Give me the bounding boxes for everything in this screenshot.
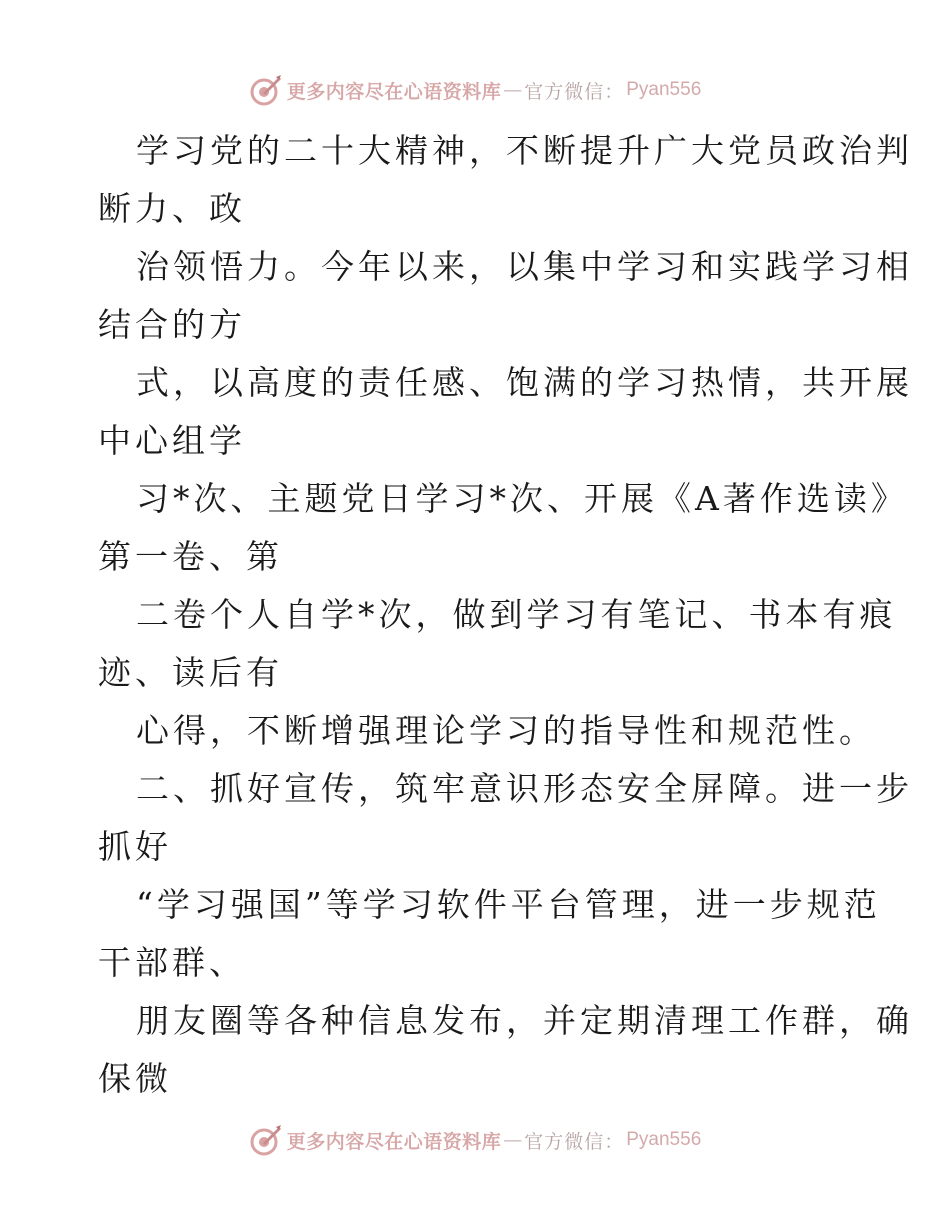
text-line: 迹、读后有 xyxy=(98,653,283,692)
watermark-account: Pyan556 xyxy=(626,1129,702,1150)
text-line: 习*次、主题党日学习*次、开展《A著作选读》 xyxy=(136,479,908,518)
text-line: 保微 xyxy=(98,1059,172,1098)
text-line: 干部群、 xyxy=(98,943,246,982)
watermark-subtext: 官方微信： xyxy=(524,80,625,103)
text-line: 心得，不断增强理论学习的指导性和规范性。 xyxy=(136,711,876,750)
text-line: 治领悟力。今年以来，以集中学习和实践学习相 xyxy=(136,247,913,286)
pen-logo-icon xyxy=(249,73,283,107)
text-line: 式，以高度的责任感、饱满的学习热情，共开展 xyxy=(136,363,913,402)
watermark-text: 更多内容尽在心语资料库 xyxy=(286,80,502,103)
text-line: 抓好 xyxy=(98,827,172,866)
header-watermark xyxy=(0,70,950,110)
watermark-account: Pyan556 xyxy=(626,79,702,100)
text-line: 二、抓好宣传，筑牢意识形态安全屏障。进一步 xyxy=(136,769,913,808)
body-text xyxy=(98,122,913,1108)
pen-logo-icon xyxy=(249,1123,283,1157)
watermark-text: 更多内容尽在心语资料库 xyxy=(286,1130,502,1153)
text-line: 朋友圈等各种信息发布，并定期清理工作群，确 xyxy=(136,1001,913,1040)
watermark-separator: — xyxy=(503,1129,523,1151)
text-line: 断力、政 xyxy=(98,189,246,228)
watermark-subtext: 官方微信： xyxy=(524,1130,625,1153)
text-line: 中心组学 xyxy=(98,421,246,460)
text-line: 结合的方 xyxy=(98,305,246,344)
text-line: 二卷个人自学*次，做到学习有笔记、书本有痕 xyxy=(136,595,897,634)
text-line: 学习党的二十大精神，不断提升广大党员政治判 xyxy=(136,131,913,170)
text-line: 第一卷、第 xyxy=(98,537,283,576)
watermark-separator: — xyxy=(503,79,523,101)
footer-watermark xyxy=(0,1120,950,1160)
text-line: “学习强国”等学习软件平台管理，进一步规范 xyxy=(136,885,881,924)
